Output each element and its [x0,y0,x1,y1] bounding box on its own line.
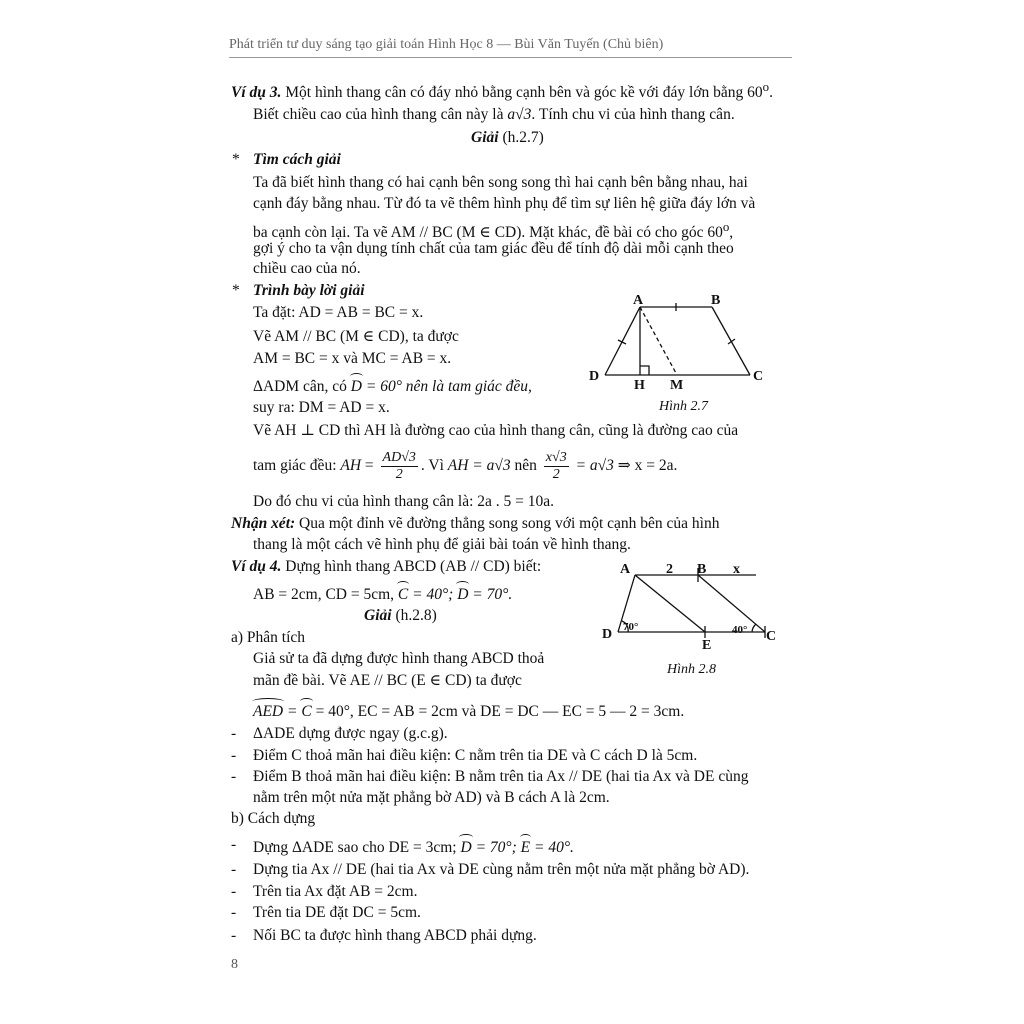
trinh-title: Trình bày lời giải [253,282,365,299]
fig27-label-m: M [670,378,684,392]
tim-title: Tìm cách giải [253,151,341,168]
tim-l3: ba cạnh còn lại. Ta vẽ AM // BC (M ∈ CD). Mặt khác, đề bài có cho góc 60$^o$, [253,219,734,242]
ex4-l1: Ví dụ 4. Dựng hình thang ABCD (AB // CD) biết: [231,558,542,575]
fig27-label-d: D [589,369,600,384]
cachdung-dash4: - [231,904,237,921]
fig28-line-ae [635,575,705,632]
ex3-line1: Ví dụ 3. Một hình thang cân có đáy nhỏ bằng cạnh bên và góc kề với đáy lớn bằng 60$^o$. [231,79,773,102]
ex3-giai: Giải (h.2.7) [471,129,544,146]
tim-l4: gợi ý cho ta vận dụng tính chất của tam giác đều để tính độ dài mỗi cạnh theo [253,240,734,257]
cachdung-b4: Trên tia DE đặt DC = 5cm. [253,904,421,921]
phantich-b1: ΔADE dựng được ngay (g.c.g). [253,725,448,742]
cachdung-b3: Trên tia Ax đặt AB = 2cm. [253,883,418,900]
fig28-angle-c-arc [752,624,756,632]
phantich-l2: mãn đề bài. Vẽ AE // BC (E ∈ CD) ta được [253,672,522,689]
fig27-caption: Hình 2.7 [659,399,708,414]
phantich-l1: Giả sử ta đã dựng được hình thang ABCD thoả [253,650,545,667]
running-header: Phát triển tư duy sáng tạo giải toán Hình Học 8 — Bùi Văn Tuyến (Chủ biên) [229,37,664,52]
fig27-label-b: B [711,293,721,308]
figure-2-7 [585,292,775,392]
trinh-l3: AM = BC = x và MC = AB = x. [253,350,452,367]
trinh-bullet: * [232,282,240,299]
cachdung-b5: Nối BC ta được hình thang ABCD phải dựng. [253,927,537,944]
cachdung-label: b) Cách dựng [231,810,316,827]
fig27-line-am [640,307,677,375]
ex4-giai: Giải (h.2.8) [364,607,437,624]
tim-l1: Ta đã biết hình thang có hai cạnh bên song song thì hai cạnh bên bằng nhau, hai [253,174,748,191]
figure-2-8 [598,560,788,650]
phantich-b3: Điểm B thoả mãn hai điều kiện: B nằm trên tia Ax // DE (hai tia Ax và DE cùng [253,768,749,785]
trinh-l8: Do đó chu vi của hình thang cân là: 2a . 5 = 10a. [253,493,555,510]
phantich-b2: Điểm C thoả mãn hai điều kiện: C nằm trên tia DE và C cách D là 5cm. [253,747,698,764]
trinh-l6: Vẽ AH ⊥ CD thì AH là đường cao của hình thang cân, cũng là đường cao của [253,422,739,439]
cachdung-b1: Dựng ΔADE sao cho DE = 3cm; D = 70°; E = 40°. [253,835,574,858]
fig28-angle-d: 70° [623,621,639,633]
trinh-l7: tam giác đều: AH = $\frac{AD√3}{2}$ . Vì AH = a√3 nên $\frac{x√3}{2}$ = a√3 ⇒ x = 2a. [253,449,678,482]
trinh-l1: Ta đặt: AD = AB = BC = x. [253,304,424,321]
fig28-label-c: C [766,629,777,644]
fig27-side-bc [712,307,750,375]
nhanxet-l2: thang là một cách vẽ hình phụ để giải bài toán về hình thang. [253,536,631,553]
cachdung-dash2: - [231,861,237,878]
fig27-label-c: C [753,369,764,384]
ex4-l2: AB = 2cm, CD = 5cm, C = 40°; D = 70°. [253,582,512,605]
tim-l5: chiều cao của nó. [253,260,361,277]
fig27-tick-bc [728,339,735,344]
fig27-label-h: H [634,378,645,392]
fraction-x-root3: $\frac{x√3}{2}$ [545,449,567,482]
fig27-right-angle [640,366,649,375]
fraction-ad-root3: $\frac{AD√3}{2}$ [382,449,416,482]
cachdung-dash1: - [231,836,237,853]
phantich-dash3: - [231,768,237,785]
fig28-label-x: x [733,562,740,577]
phantich-dash2: - [231,747,237,764]
phantich-b3b: nằm trên một nửa mặt phẳng bờ AD) và B cách A là 2cm. [253,789,610,806]
page-number: 8 [231,957,238,972]
phantich-dash1: - [231,725,237,742]
cachdung-dash3: - [231,883,237,900]
cachdung-b2: Dựng tia Ax // DE (hai tia Ax và DE cùng nằm trên một nửa mặt phẳng bờ AD). [253,861,750,878]
ex3-label: Ví dụ 3. [231,84,282,102]
fig28-caption: Hình 2.8 [667,662,716,677]
fig28-label-ab: 2 [666,562,673,577]
phantich-l3: AED = C = 40°, EC = AB = 2cm và DE = DC — EC = 5 — 2 = 3cm. [253,699,684,722]
trinh-l2: Vẽ AM // BC (M ∈ CD), ta được [253,328,459,345]
fig27-side-ad [605,307,640,375]
header-rule [229,57,792,58]
fig28-label-e: E [702,638,712,650]
fig27-label-a: A [633,293,644,308]
fig28-label-b: B [697,562,707,577]
fig28-label-a: A [620,562,631,577]
fig28-label-d: D [602,627,613,642]
tim-l2: cạnh đáy bằng nhau. Từ đó ta vẽ thêm hình phụ để tìm sự liên hệ giữa đáy lớn và [253,195,756,212]
tim-bullet: * [232,151,240,168]
nhanxet-l1: Nhận xét: Qua một đỉnh vẽ đường thẳng song song với một cạnh bên của hình [231,515,720,532]
trinh-l5: suy ra: DM = AD = x. [253,399,390,416]
phantich-label: a) Phân tích [231,629,306,646]
cachdung-dash5: - [231,927,237,944]
trinh-l4: ΔADM cân, có D = 60° nên là tam giác đều, [253,374,532,397]
fig28-angle-c: 40° [732,624,748,636]
ex3-line2: Biết chiều cao của hình thang cân này là a√3. Tính chu vi của hình thang cân. [253,106,735,123]
